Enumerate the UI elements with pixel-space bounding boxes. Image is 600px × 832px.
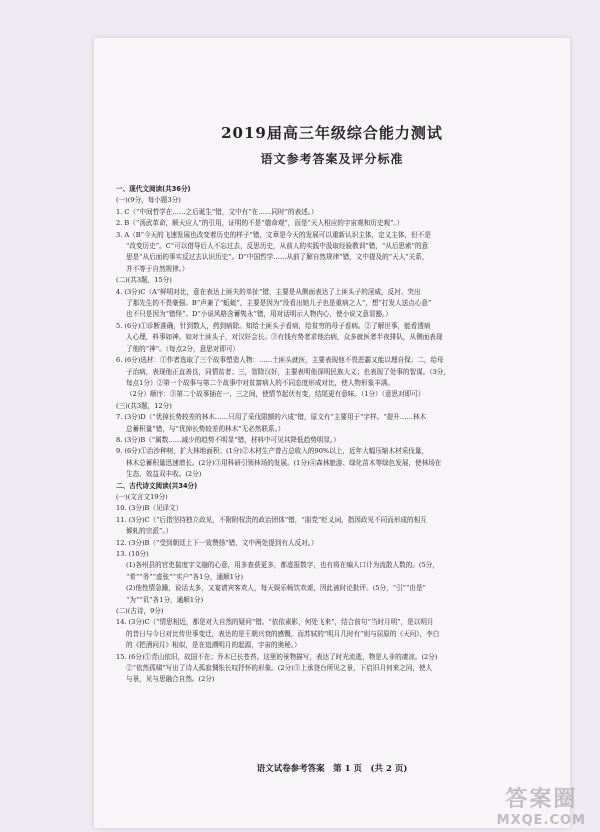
answer-line: 每点1分）②第一个故事与第二个故事中对贫富病人的不同态度形成对比，使人物形象丰满。 <box>126 378 394 387</box>
answer-line: 林木总蓄积量迅速增长。(2分)③用科研引领林场的发展。(1分)④森林旅游、绿化苗木等绿色发展，使林场在 <box>126 458 442 467</box>
answer-line: 15. (6分)①青山依旧，故国不在；乔木已长苍苔。这里的景物描写，表达了时光流逝，物是人非的凄凉。(2分) <box>116 652 438 661</box>
answer-line: 并不等于自然规律。） <box>126 264 189 273</box>
answer-line: (三)(共3题，12分) <box>116 401 172 410</box>
section-heading: 一、现代文阅读(共36分) <box>116 185 191 193</box>
watermark-logo: 答案圈 <box>505 787 578 812</box>
answer-line: 倾轧的宗派”。） <box>126 527 173 536</box>
answer-sheet-page <box>94 38 570 828</box>
answer-line: 人心理，料事如神。如对土匪头子，对汉奸会长。③有钱有势者求他治病，众多就医者半夜排队，从侧面表现 <box>126 333 443 342</box>
answer-line: ②“依然孤啸”写出了诗人孤寂惆怅长叹抒怀的形象。(2分)③上承登台所见之景，下启旧月何来之问，使人 <box>126 664 433 673</box>
answer-line: 7. (3分)D（“优掉长势较差的林木……只用了采伐限额的六成”错，原文有“主要用于”字样。“提升……林木 <box>116 413 427 422</box>
answer-line: 11. (3分)C（“后指坚持独立政见，不附附权贵的政治团体”错，“朋党”贬义词，指因政见不同而形成的相互 <box>116 515 427 524</box>
answer-line: 生态、效益双丰收。(2分) <box>126 470 202 479</box>
answer-line: 的昔日与今日对比传世事变迁，表达的是王朝兴衰的感慨，而苏轼的“明月几时有”则与屈原的《天问》，李白 <box>126 629 440 638</box>
page-title: 2019届高三年级综合能力测试 <box>221 124 443 142</box>
answer-line: (2)他性情急躁，说话太多，又宴请宾客欢人，每天娱乐畅饮欢谑，因此被时论批评。(5分，“引”“由是” <box>126 584 426 593</box>
answer-line: 13. (10分) <box>116 550 149 558</box>
answer-line: (一)(文言文19分) <box>116 492 168 501</box>
answer-line: 2. B（“汤武革命，顺天应人”的引用，证明的不是“德命观”，而是“天人相应的宇宙观和历史观”。） <box>116 219 404 228</box>
answer-line: 与景，见与思融合自然。(2分) <box>126 675 215 684</box>
answer-line: 5. (6分)①诊断准确，针到数人，药到病除。知给土匪头子看病，给贫穷的母子看病。②了解世事，能看透病 <box>116 321 431 330</box>
answer-line: 了那先生的不畏豪强。B“声兼了“蚯蜓”，主要是因为“没看出她儿子也是重病之人”，想“打发人送点心意” <box>126 299 432 308</box>
page-footer: 语文试卷参考答案 第 1 页 (共 2 页) <box>256 764 408 774</box>
page-subtitle: 语文参考答案及评分标准 <box>260 152 404 166</box>
answer-line: 也不只是因为“错怪”。D“小说风格含蓄隽永”错，用对话明示人物内心，使小说文意显豁。） <box>126 310 393 319</box>
answer-line: 的《把酒问月》相似，是在追溯明月的起源，宇宙的奥秘。） <box>126 641 301 650</box>
answer-line: 10. (3分)B（见译文） <box>116 504 183 513</box>
answer-line: (二)(古诗，9分) <box>116 607 164 616</box>
watermark-url: MXQE.COM <box>496 813 586 828</box>
answer-line: (一)(9分，每小题3分) <box>116 196 181 205</box>
answer-line: “为”“讥”各1分，通顺1分) <box>126 595 204 604</box>
answer-line: （2分）顺序：③第二个故事插在一、三之间，使情节起伏有变，结尾更有意味。（1分）（意思对即可） <box>126 390 425 399</box>
answer-content <box>116 184 546 686</box>
answer-line: 3. A（B“今天的飞速发展也改变着历史的样子”错，文章是今天的发展可以重新认识主体，定义主体，但不是 <box>116 230 431 239</box>
answer-line: 子治病，表现他正直善良，同情贫者；三，智除汉奸，主要表明他深明民族大义；也表现了处事的智谋。（3分， <box>126 367 450 376</box>
answer-line: 6. (6分)选材：①作者选取了三个故事塑造人物：……土匪头就医，主要表现他不畏恶霸又能以理自保；二，给母 <box>116 356 444 365</box>
answer-line: 8. (3分)B（“属数……减少的趋势不明显”错，材料中可见其降低趋势明显。） <box>116 435 340 444</box>
answer-line: “改变历史”。C“可以借导后人不忘过去，反思历史，从前人的实践中汲取经验教训”错，“从后思索”的意 <box>126 242 429 251</box>
answer-line: 了他的“神”。（每点2分，意思对即可） <box>126 344 240 353</box>
answer-line: 4. (3分)C（A“鲜明对比，意在表达上匪夫的单扯”错，主要是从侧面表达了上匪头子的淫威，反衬、突出 <box>116 287 421 296</box>
section-heading: 二、古代诗文阅读(共34分) <box>116 481 198 490</box>
answer-line: 12. (3分)B（“受到朝廷上下一致赞扬”错，文中两处提到有人反对。） <box>116 538 318 547</box>
answer-line: (二)(共3题，15分) <box>116 276 172 285</box>
answer-line: 思是“从后面的事实反过去认识历史”。D“中国哲学……从前了解自然规律”错，文中提及的“天人”关系， <box>126 253 429 262</box>
answer-line: 1. C（“中间哲学在……之后诞生”错，文中有“在……同时”的表述。） <box>116 207 318 216</box>
answer-line: 总蓄积量”错，与“优掉长势较差的林木”无必然联系。） <box>126 424 285 433</box>
answer-line: 9. (6分)①治沙种树，扩大林地面积；(1分)②木材生产曾占总收入的90%以上，近年大幅压缩木材采伐量， <box>116 447 429 456</box>
watermark <box>497 782 586 828</box>
answer-line: 14. (3分)C（“情思相近，都是对大自然的疑问”错。“依依素影，何处飞来”，结合前句“当时月明”，是以明月 <box>116 618 434 627</box>
answer-line: “希”“务”“虚张”“实户”各1分，通顺1分) <box>126 572 244 581</box>
answer-line: (1)各州县的官吏揣度宇文融的心意，用多查获更多，都虚报数字，也有将在编人口计为流散人数的。(5分， <box>126 561 439 570</box>
